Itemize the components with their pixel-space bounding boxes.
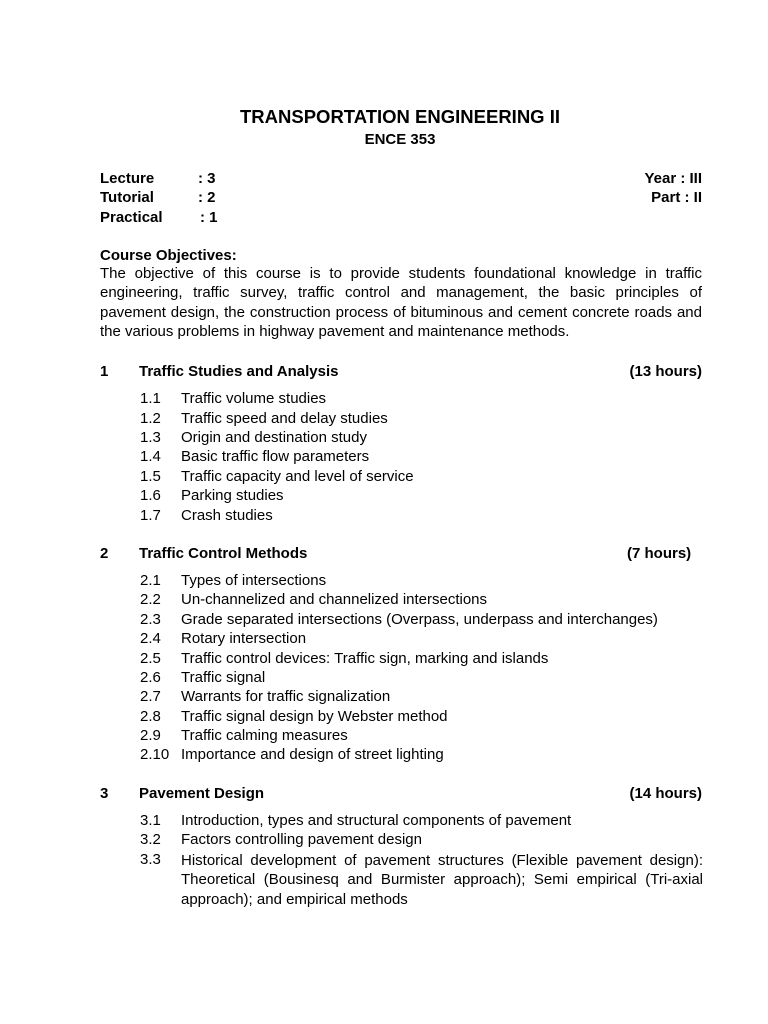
practical-value: : 1 (200, 209, 218, 226)
practical-label: Practical (100, 209, 163, 226)
item-text: Basic traffic flow parameters (181, 448, 370, 465)
item-text: Historical development of pavement structures (Flexible pavement design): Theoretical (Bousinesq and Burmister approach); Semi empirical (Tri-axial approach); and empirical methods (181, 852, 703, 908)
section-number: 3 (100, 785, 109, 802)
item-number: 1.2 (140, 410, 161, 427)
section-title: Pavement Design (139, 785, 265, 802)
objectives-heading: Course Objectives: (100, 247, 237, 264)
item-number: 2.7 (140, 688, 161, 705)
item-number: 1.4 (140, 448, 161, 465)
year-value: Year : III (644, 170, 702, 187)
item-text: Traffic volume studies (181, 390, 327, 407)
lecture-value: : 3 (198, 170, 216, 187)
item-number: 2.6 (140, 669, 161, 686)
item-number: 2.10 (140, 746, 170, 763)
item-number: 1.7 (140, 507, 161, 524)
item-text: Grade separated intersections (Overpass, underpass and interchanges) (181, 611, 658, 628)
item-text: Traffic control devices: Traffic sign, marking and islands (181, 650, 549, 667)
item-number: 2.2 (140, 591, 161, 608)
item-text: Warrants for traffic signalization (181, 688, 391, 705)
section-title: Traffic Studies and Analysis (139, 363, 339, 380)
item-number: 2.8 (140, 708, 161, 725)
section-title: Traffic Control Methods (139, 545, 308, 562)
item-number: 2.1 (140, 572, 161, 589)
item-number: 2.5 (140, 650, 161, 667)
item-number: 2.4 (140, 630, 161, 647)
course-title: TRANSPORTATION ENGINEERING II (240, 106, 560, 127)
item-text: Crash studies (181, 507, 273, 524)
section-hours: (13 hours) (629, 363, 702, 380)
item-number: 2.9 (140, 727, 161, 744)
item-text: Introduction, types and structural components of pavement (181, 812, 572, 829)
item-text: Traffic signal (181, 669, 266, 686)
course-code: ENCE 353 (364, 131, 436, 148)
section-number: 2 (100, 545, 109, 562)
item-number: 3.3 (140, 851, 161, 868)
item-number: 2.3 (140, 611, 161, 628)
item-text: Rotary intersection (181, 630, 307, 647)
item-text: Origin and destination study (181, 429, 367, 446)
item-text: Traffic speed and delay studies (181, 410, 388, 427)
item-text: Importance and design of street lighting (181, 746, 444, 763)
item-text: Traffic capacity and level of service (181, 468, 414, 485)
item-number: 3.2 (140, 831, 161, 848)
item-text: Traffic signal design by Webster method (181, 708, 448, 725)
item-number: 1.5 (140, 468, 161, 485)
item-number: 1.1 (140, 390, 161, 407)
lecture-label: Lecture (100, 170, 155, 187)
tutorial-label: Tutorial (100, 189, 154, 206)
objectives-paragraph: The objective of this course is to provide students foundational knowledge in traffic engineering, traffic survey, traffic control and management, the basic principles of pavement design, the construction process of bituminous and cement concrete roads and the various problems in highway pavement and maintenance methods. (100, 265, 702, 340)
part-value: Part : II (651, 189, 702, 206)
tutorial-value: : 2 (198, 189, 216, 206)
item-number: 1.3 (140, 429, 161, 446)
item-number: 3.1 (140, 812, 161, 829)
section-hours: (14 hours) (629, 785, 702, 802)
section-number: 1 (100, 363, 109, 380)
section-hours: (7 hours) (627, 545, 692, 562)
item-number: 1.6 (140, 487, 161, 504)
item-text: Un-channelized and channelized intersections (181, 591, 488, 608)
item-text: Parking studies (181, 487, 284, 504)
item-text: Types of intersections (181, 572, 327, 589)
item-text: Factors controlling pavement design (181, 831, 422, 848)
item-text: Traffic calming measures (181, 727, 348, 744)
